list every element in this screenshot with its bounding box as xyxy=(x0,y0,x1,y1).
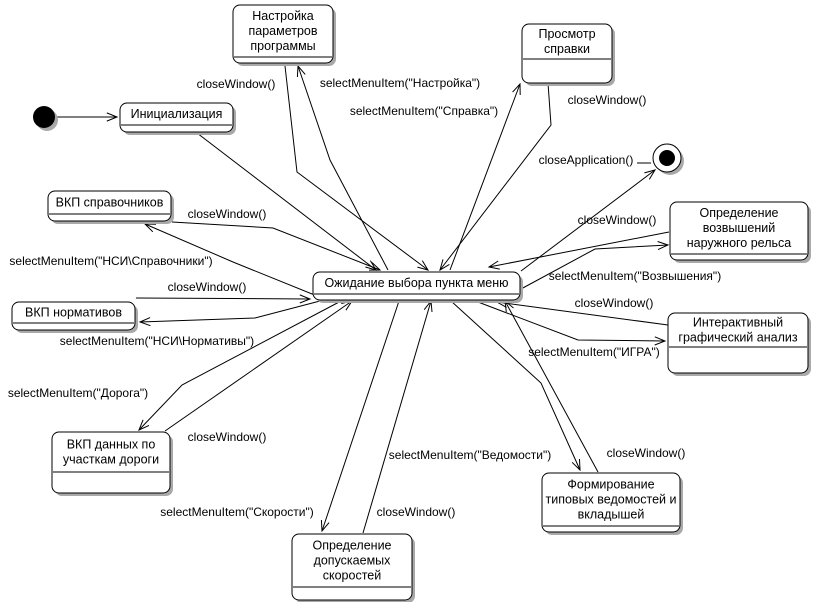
state-help-view-label: Просмотр xyxy=(538,27,596,41)
state-speeds-label: скоростей xyxy=(322,568,382,583)
state-speeds xyxy=(292,534,415,602)
transition-help-closewindow-label: closeWindow() xyxy=(567,93,647,107)
state-references xyxy=(48,191,174,224)
state-rail-elevation xyxy=(670,202,811,263)
transition-norms-closewindow-label: closeWindow() xyxy=(167,280,247,294)
transition-select-road-label: selectMenuItem("Дорога") xyxy=(7,386,149,400)
state-menu-wait xyxy=(313,272,523,303)
transition-reports-closewindow xyxy=(505,301,598,472)
transition-select-reports-line xyxy=(451,301,580,470)
state-help-view xyxy=(522,24,615,86)
state-program-settings xyxy=(233,5,336,66)
state-reports xyxy=(542,473,683,535)
state-reports-label: вкладышей xyxy=(577,507,645,522)
transition-select-norms xyxy=(140,301,320,326)
transition-settings-closewindow-line xyxy=(285,66,428,270)
transition-analysis-closewindow-label: closeWindow() xyxy=(574,296,654,310)
transition-select-settings xyxy=(297,66,388,270)
state-program-settings-label: Настройка xyxy=(252,9,314,23)
transition-speeds-closewindow-line xyxy=(363,301,431,533)
state-road-sections-label: ВКП данных по xyxy=(66,437,156,452)
state-help-view-label: справки xyxy=(543,42,591,56)
transition-speeds-closewindow xyxy=(363,301,432,533)
transition-closeapplication-label: closeApplication() xyxy=(538,153,634,167)
initial-state xyxy=(33,106,58,131)
transition-select-analysis-label: selectMenuItem("ИГРА") xyxy=(528,345,660,359)
transition-select-reports-label: selectMenuItem("Ведомости") xyxy=(388,448,552,462)
transition-norms-closewindow xyxy=(136,295,310,303)
transition-select-speeds-label: selectMenuItem("Скорости") xyxy=(160,505,314,519)
transition-select-norms-label: selectMenuItem("НСИ\Нормативы") xyxy=(59,334,255,348)
transition-references-closewindow-label: closeWindow() xyxy=(187,207,267,221)
transition-select-norms-line xyxy=(140,301,320,322)
transition-select-road-line xyxy=(139,301,341,430)
state-rail-elevation-label: возвышений xyxy=(702,221,776,235)
initial-state-dot-icon xyxy=(33,106,55,128)
state-menu-wait-label: Ожидание выбора пункта меню xyxy=(324,276,509,290)
transition-select-road xyxy=(139,301,341,430)
transition-elevation-closewindow xyxy=(489,232,669,269)
state-initialization-label: Инициализация xyxy=(130,107,223,121)
state-norms-label: ВКП нормативов xyxy=(25,305,122,320)
transition-elevation-closewindow-line xyxy=(489,232,669,267)
state-speeds-label: допускаемых xyxy=(313,553,391,568)
state-rail-elevation-label: наружного рельса xyxy=(686,236,792,250)
transition-init-to-wait xyxy=(197,133,376,270)
state-speeds-label: Определение xyxy=(312,538,392,553)
state-road-sections-label: участкам дороги xyxy=(62,452,160,467)
state-references-label: ВКП справочников xyxy=(55,195,164,210)
transition-select-help-label: selectMenuItem("Справка") xyxy=(349,104,499,118)
state-program-settings-label: параметров xyxy=(248,24,318,38)
transition-select-reports xyxy=(451,301,580,470)
transition-init-to-wait-line xyxy=(197,133,376,270)
transition-speeds-closewindow-label: closeWindow() xyxy=(376,505,456,519)
transition-settings-closewindow xyxy=(285,66,428,270)
state-road-sections xyxy=(52,432,173,496)
transition-select-speeds xyxy=(321,301,399,531)
state-program-settings-label: программы xyxy=(250,39,316,53)
transition-select-settings-line xyxy=(298,66,388,270)
state-graphic-analysis xyxy=(668,313,811,376)
transition-norms-closewindow-line xyxy=(136,298,310,299)
transition-select-elevation-label: selectMenuItem("Возвышения") xyxy=(548,269,722,283)
transition-select-references-label: selectMenuItem("НСИ\Справочники") xyxy=(9,254,213,268)
final-state xyxy=(653,144,684,175)
final-state-dot-icon xyxy=(659,150,675,166)
transition-road-closewindow-label: closeWindow() xyxy=(187,430,267,444)
state-initialization xyxy=(120,103,236,135)
transition-elevation-closewindow-label: closeWindow() xyxy=(577,213,657,227)
state-reports-label: Формирование xyxy=(567,477,655,492)
state-norms xyxy=(12,302,138,333)
transition-select-settings-label: selectMenuItem("Настройка") xyxy=(319,76,481,90)
transition-reports-closewindow-line xyxy=(505,301,598,472)
state-rail-elevation-label: Определение xyxy=(699,206,779,220)
state-reports-label: типовых ведомостей и xyxy=(545,492,677,507)
transition-reports-closewindow-label: closeWindow() xyxy=(606,446,686,460)
transition-start xyxy=(57,113,117,121)
transition-settings-closewindow-label: closeWindow() xyxy=(196,77,276,91)
transition-select-speeds-line xyxy=(322,301,399,531)
state-graphic-analysis-label: графический анализ xyxy=(678,330,798,345)
state-graphic-analysis-label: Интерактивный xyxy=(692,315,784,330)
